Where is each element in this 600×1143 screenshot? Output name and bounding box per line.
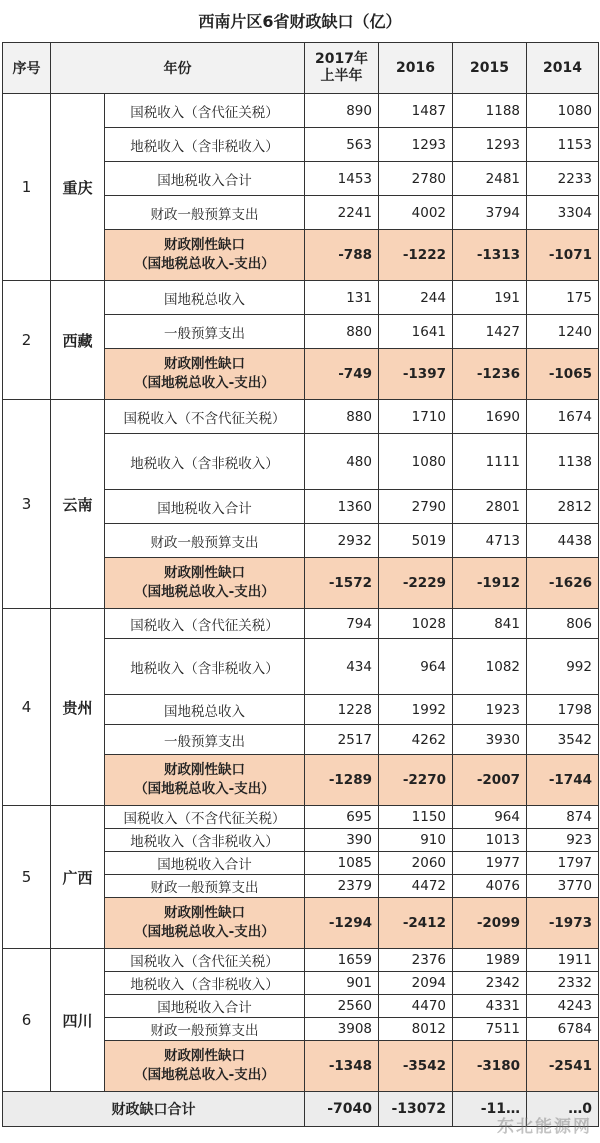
item-label: 国税收入（含代征关税） xyxy=(105,94,305,128)
header-no: 序号 xyxy=(3,43,51,94)
value-cell: 2233 xyxy=(527,162,599,196)
value-cell: 2376 xyxy=(379,949,453,972)
value-cell: 1293 xyxy=(379,128,453,162)
row-number: 2 xyxy=(3,281,51,400)
value-cell: 695 xyxy=(305,806,379,829)
header-row xyxy=(3,43,599,94)
value-cell: 4243 xyxy=(527,995,599,1018)
value-cell: 1150 xyxy=(379,806,453,829)
item-label: 国税收入（不含代征关税） xyxy=(105,400,305,434)
value-cell: 2780 xyxy=(379,162,453,196)
value-cell: 4076 xyxy=(453,875,527,898)
item-label: 地税收入（含非税收入） xyxy=(105,128,305,162)
item-label: 一般预算支出 xyxy=(105,315,305,349)
value-cell: 910 xyxy=(379,829,453,852)
item-label: 地税收入（含非税收入） xyxy=(105,829,305,852)
value-cell: 1228 xyxy=(305,695,379,725)
table-body xyxy=(3,94,599,1127)
value-cell: 1240 xyxy=(527,315,599,349)
value-cell: 1111 xyxy=(453,434,527,490)
value-cell: 1977 xyxy=(453,852,527,875)
province-name: 贵州 xyxy=(51,609,105,806)
total-value-cell: -7040 xyxy=(305,1092,379,1127)
value-cell: -788 xyxy=(305,230,379,281)
value-cell: 992 xyxy=(527,639,599,695)
value-cell: 2342 xyxy=(453,972,527,995)
item-label: 国地税总收入 xyxy=(105,281,305,315)
item-label: 财政刚性缺口 （国地税总收入-支出） xyxy=(105,1041,305,1092)
row-number: 1 xyxy=(3,94,51,281)
item-label: 财政刚性缺口 （国地税总收入-支出） xyxy=(105,349,305,400)
value-cell: 1674 xyxy=(527,400,599,434)
province-name: 四川 xyxy=(51,949,105,1092)
value-cell: -1973 xyxy=(527,898,599,949)
value-cell: 434 xyxy=(305,639,379,695)
value-cell: 2481 xyxy=(453,162,527,196)
value-cell: 1797 xyxy=(527,852,599,875)
value-cell: 1082 xyxy=(453,639,527,695)
value-cell: 1690 xyxy=(453,400,527,434)
table-row xyxy=(3,949,599,972)
value-cell: 2932 xyxy=(305,524,379,558)
total-value-cell: -11… xyxy=(453,1092,527,1127)
value-cell: 1293 xyxy=(453,128,527,162)
value-cell: 1080 xyxy=(527,94,599,128)
header-2017h1 xyxy=(305,43,379,94)
item-label: 国地税收入合计 xyxy=(105,852,305,875)
item-label: 财政一般预算支出 xyxy=(105,875,305,898)
value-cell: -2007 xyxy=(453,755,527,806)
value-cell: 923 xyxy=(527,829,599,852)
table-row xyxy=(3,94,599,128)
value-cell: 4438 xyxy=(527,524,599,558)
value-cell: 1710 xyxy=(379,400,453,434)
value-cell: 1080 xyxy=(379,434,453,490)
value-cell: 2332 xyxy=(527,972,599,995)
value-cell: 964 xyxy=(453,806,527,829)
value-cell: 7511 xyxy=(453,1018,527,1041)
value-cell: 4472 xyxy=(379,875,453,898)
value-cell: 901 xyxy=(305,972,379,995)
row-number: 6 xyxy=(3,949,51,1092)
value-cell: 480 xyxy=(305,434,379,490)
value-cell: 1427 xyxy=(453,315,527,349)
header-year: 年份 xyxy=(51,43,305,94)
table-row xyxy=(3,609,599,639)
item-label: 财政一般预算支出 xyxy=(105,196,305,230)
item-label: 国税收入（含代征关税） xyxy=(105,609,305,639)
watermark: 东北能源网 xyxy=(497,1117,592,1137)
value-cell: 1028 xyxy=(379,609,453,639)
value-cell: -3180 xyxy=(453,1041,527,1092)
value-cell: -1071 xyxy=(527,230,599,281)
item-label: 国税收入（含代征关税） xyxy=(105,949,305,972)
value-cell: -3542 xyxy=(379,1041,453,1092)
value-cell: 890 xyxy=(305,94,379,128)
value-cell: 4331 xyxy=(453,995,527,1018)
header-2014: 2014 xyxy=(527,43,599,94)
item-label: 国税收入（不含代征关税） xyxy=(105,806,305,829)
value-cell: 880 xyxy=(305,315,379,349)
value-cell: 1013 xyxy=(453,829,527,852)
value-cell: 3304 xyxy=(527,196,599,230)
value-cell: -1744 xyxy=(527,755,599,806)
value-cell: 2094 xyxy=(379,972,453,995)
province-name: 重庆 xyxy=(51,94,105,281)
item-label: 国地税收入合计 xyxy=(105,162,305,196)
value-cell: 8012 xyxy=(379,1018,453,1041)
value-cell: 1487 xyxy=(379,94,453,128)
value-cell: 5019 xyxy=(379,524,453,558)
value-cell: 1911 xyxy=(527,949,599,972)
value-cell: 874 xyxy=(527,806,599,829)
value-cell: 4262 xyxy=(379,725,453,755)
value-cell: 3542 xyxy=(527,725,599,755)
value-cell: 1138 xyxy=(527,434,599,490)
value-cell: -1313 xyxy=(453,230,527,281)
value-cell: 131 xyxy=(305,281,379,315)
value-cell: -2099 xyxy=(453,898,527,949)
value-cell: 2560 xyxy=(305,995,379,1018)
value-cell: -1348 xyxy=(305,1041,379,1092)
value-cell: 1085 xyxy=(305,852,379,875)
item-label: 地税收入（含非税收入） xyxy=(105,639,305,695)
header-2015: 2015 xyxy=(453,43,527,94)
province-name: 云南 xyxy=(51,400,105,609)
value-cell: 4713 xyxy=(453,524,527,558)
value-cell: 2241 xyxy=(305,196,379,230)
row-number: 3 xyxy=(3,400,51,609)
total-value-cell: …0 xyxy=(527,1092,599,1127)
value-cell: 806 xyxy=(527,609,599,639)
value-cell: 3908 xyxy=(305,1018,379,1041)
value-cell: 175 xyxy=(527,281,599,315)
item-label: 财政一般预算支出 xyxy=(105,1018,305,1041)
value-cell: -1572 xyxy=(305,558,379,609)
value-cell: 3930 xyxy=(453,725,527,755)
value-cell: 1923 xyxy=(453,695,527,725)
value-cell: -1626 xyxy=(527,558,599,609)
item-label: 一般预算支出 xyxy=(105,725,305,755)
value-cell: 1453 xyxy=(305,162,379,196)
item-label: 国地税收入合计 xyxy=(105,490,305,524)
value-cell: -1289 xyxy=(305,755,379,806)
value-cell: 563 xyxy=(305,128,379,162)
table-row xyxy=(3,806,599,829)
value-cell: -1222 xyxy=(379,230,453,281)
value-cell: -2270 xyxy=(379,755,453,806)
value-cell: 1992 xyxy=(379,695,453,725)
total-label: 财政缺口合计 xyxy=(3,1092,305,1127)
item-label: 财政刚性缺口 （国地税总收入-支出） xyxy=(105,755,305,806)
value-cell: 4470 xyxy=(379,995,453,1018)
header-2016: 2016 xyxy=(379,43,453,94)
value-cell: -1294 xyxy=(305,898,379,949)
total-value-cell: -13072 xyxy=(379,1092,453,1127)
value-cell: 2801 xyxy=(453,490,527,524)
value-cell: 3794 xyxy=(453,196,527,230)
value-cell: -2541 xyxy=(527,1041,599,1092)
value-cell: -1912 xyxy=(453,558,527,609)
value-cell: -1065 xyxy=(527,349,599,400)
value-cell: 841 xyxy=(453,609,527,639)
value-cell: -749 xyxy=(305,349,379,400)
item-label: 财政刚性缺口 （国地税总收入-支出） xyxy=(105,558,305,609)
value-cell: 1659 xyxy=(305,949,379,972)
value-cell: 244 xyxy=(379,281,453,315)
value-cell: 2060 xyxy=(379,852,453,875)
header-2017-text: 2017年 上半年 xyxy=(315,51,368,84)
item-label: 财政刚性缺口 （国地税总收入-支出） xyxy=(105,230,305,281)
value-cell: 794 xyxy=(305,609,379,639)
value-cell: 2517 xyxy=(305,725,379,755)
item-label: 地税收入（含非税收入） xyxy=(105,434,305,490)
value-cell: -2229 xyxy=(379,558,453,609)
fiscal-gap-table xyxy=(2,42,599,1127)
value-cell: 2379 xyxy=(305,875,379,898)
value-cell: 964 xyxy=(379,639,453,695)
table-row xyxy=(3,400,599,434)
value-cell: 1641 xyxy=(379,315,453,349)
value-cell: -2412 xyxy=(379,898,453,949)
item-label: 地税收入（含非税收入） xyxy=(105,972,305,995)
value-cell: 1153 xyxy=(527,128,599,162)
item-label: 财政一般预算支出 xyxy=(105,524,305,558)
value-cell: 390 xyxy=(305,829,379,852)
item-label: 国地税收入合计 xyxy=(105,995,305,1018)
value-cell: -1397 xyxy=(379,349,453,400)
value-cell: 1989 xyxy=(453,949,527,972)
table-row xyxy=(3,281,599,315)
province-name: 西藏 xyxy=(51,281,105,400)
province-name: 广西 xyxy=(51,806,105,949)
value-cell: 2790 xyxy=(379,490,453,524)
value-cell: 6784 xyxy=(527,1018,599,1041)
value-cell: 880 xyxy=(305,400,379,434)
value-cell: 2812 xyxy=(527,490,599,524)
item-label: 财政刚性缺口 （国地税总收入-支出） xyxy=(105,898,305,949)
value-cell: 4002 xyxy=(379,196,453,230)
item-label: 国地税总收入 xyxy=(105,695,305,725)
value-cell: 1188 xyxy=(453,94,527,128)
value-cell: 1360 xyxy=(305,490,379,524)
value-cell: 1798 xyxy=(527,695,599,725)
table-title: 西南片区6省财政缺口（亿） xyxy=(198,12,402,31)
value-cell: -1236 xyxy=(453,349,527,400)
row-number: 4 xyxy=(3,609,51,806)
value-cell: 3770 xyxy=(527,875,599,898)
row-number: 5 xyxy=(3,806,51,949)
value-cell: 191 xyxy=(453,281,527,315)
